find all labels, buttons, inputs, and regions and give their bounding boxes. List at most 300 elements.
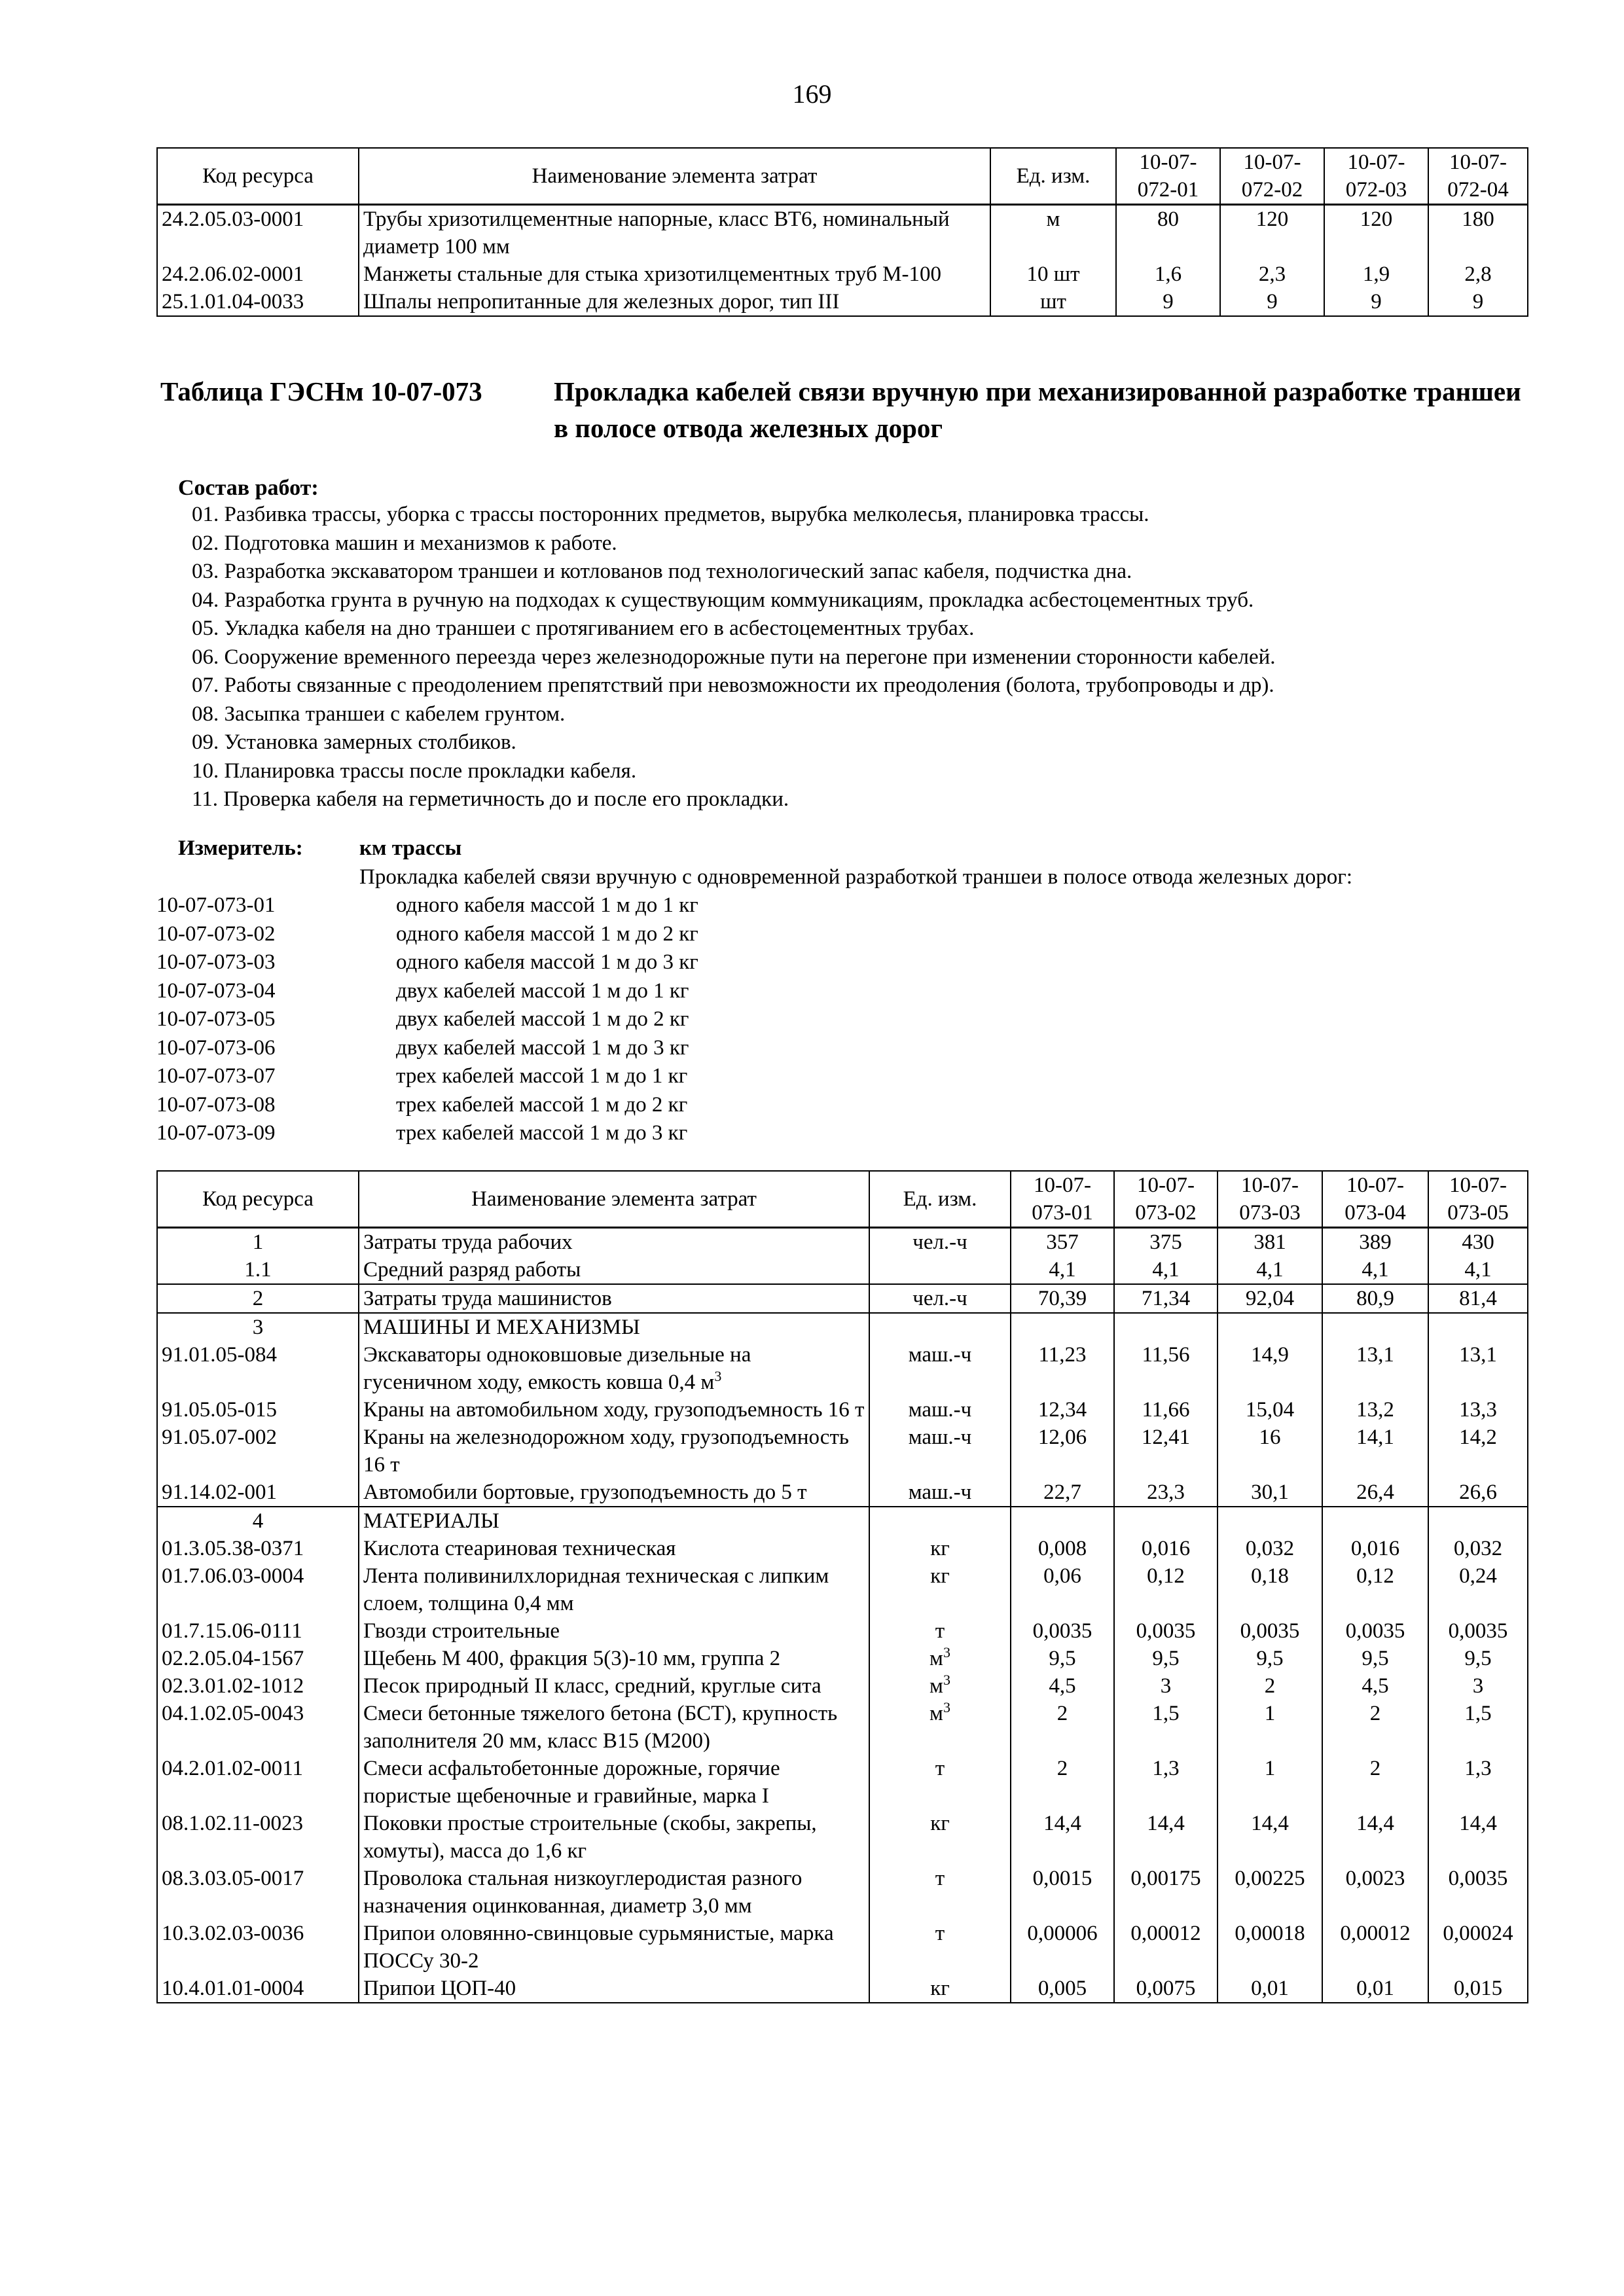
page-number: 169	[792, 79, 832, 109]
resource-value: 12,41	[1114, 1424, 1218, 1479]
unit-text: маш.-ч	[908, 1343, 972, 1367]
resource-code: 04.2.01.02-0011	[157, 1755, 359, 1810]
header-unit: Ед. изм.	[869, 1171, 1011, 1228]
resource-value: 0,00024	[1428, 1920, 1528, 1975]
work-item: 11. Проверка кабеля на герметичность до и после его прокладки.	[192, 787, 789, 811]
resource-value: 0,032	[1218, 1535, 1322, 1562]
resource-value: 14,9	[1218, 1341, 1322, 1396]
resource-value	[1011, 1313, 1114, 1341]
table-row	[157, 1920, 1528, 1975]
resource-value: 70,39	[1011, 1284, 1114, 1313]
header-col: 10-07- 072-04	[1428, 148, 1528, 205]
resource-value: 11,56	[1114, 1341, 1218, 1396]
resource-value: 0,0015	[1011, 1865, 1114, 1920]
resource-code: 91.05.07-002	[157, 1424, 359, 1479]
top-resource-table	[156, 147, 1528, 317]
measure-item-code: 10-07-073-06	[156, 1035, 276, 1060]
resource-name	[359, 1755, 869, 1810]
work-item: 09. Установка замерных столбиков.	[192, 730, 516, 754]
header-code: Код ресурса	[157, 1171, 359, 1228]
table-row	[157, 288, 1528, 316]
resource-unit	[869, 1479, 1011, 1507]
resource-value: 30,1	[1218, 1479, 1322, 1507]
resource-value: 26,6	[1428, 1479, 1528, 1507]
resource-value: 2	[1011, 1700, 1114, 1755]
resource-unit	[869, 1645, 1011, 1672]
header-name: Наименование элемента затрат	[359, 148, 990, 205]
resource-unit	[869, 1672, 1011, 1700]
resource-code: 24.2.05.03-0001	[157, 205, 359, 261]
resource-name-text: Лента поливинилхлоридная техническая с липким слоем, толщина 0,4 мм	[363, 1564, 829, 1615]
resource-code: 08.3.03.05-0017	[157, 1865, 359, 1920]
resource-name-text: Краны на железнодорожном ходу, грузоподъемность 16 т	[363, 1426, 849, 1477]
resource-value: 2	[1322, 1755, 1428, 1810]
resource-value: 0,00006	[1011, 1920, 1114, 1975]
table-row	[157, 1645, 1528, 1672]
resource-name-text: Затраты труда рабочих	[363, 1230, 573, 1254]
resource-code: 91.05.05-015	[157, 1396, 359, 1424]
measure-item-text: трех кабелей массой 1 м до 2 кг	[396, 1092, 688, 1117]
resource-value: 0,0035	[1218, 1617, 1322, 1645]
resource-value: 0,00175	[1114, 1865, 1218, 1920]
unit-text: маш.-ч	[908, 1480, 972, 1504]
resource-code: 04.1.02.05-0043	[157, 1700, 359, 1755]
resource-name-text: Смеси асфальтобетонные дорожные, горячие пористые щебеночные и гравийные, марка I	[363, 1757, 780, 1808]
resource-value: 9	[1428, 288, 1528, 316]
resource-value: 4,1	[1218, 1256, 1322, 1284]
resource-unit	[869, 1920, 1011, 1975]
unit-text: чел.-ч	[912, 1287, 967, 1310]
resource-value: 1,6	[1116, 260, 1220, 288]
resource-name-text: Краны на автомобильном ходу, грузоподъемность 16 т	[363, 1398, 865, 1422]
measure-item-code: 10-07-073-07	[156, 1064, 276, 1088]
resource-value: 4,1	[1322, 1256, 1428, 1284]
resource-name-text: Припои ЦОП-40	[363, 1977, 516, 2000]
work-composition-heading: Состав работ:	[178, 476, 319, 500]
resource-value: 3	[1114, 1672, 1218, 1700]
resource-value: 9	[1324, 288, 1428, 316]
resource-code: 91.01.05-084	[157, 1341, 359, 1396]
resource-name	[359, 288, 990, 316]
measure-item-code: 10-07-073-05	[156, 1007, 276, 1031]
resource-name	[359, 1975, 869, 2003]
resource-value: 0,00018	[1218, 1920, 1322, 1975]
table-row	[157, 1700, 1528, 1755]
resource-unit	[869, 1396, 1011, 1424]
resource-code: 1.1	[157, 1256, 359, 1284]
resource-unit	[869, 1755, 1011, 1810]
resource-value: 16	[1218, 1424, 1322, 1479]
measure-item-text: одного кабеля массой 1 м до 1 кг	[396, 893, 698, 917]
unit-text: кг	[930, 1977, 950, 2000]
resource-unit	[869, 1284, 1011, 1313]
resource-unit	[869, 1562, 1011, 1617]
table-row	[157, 1424, 1528, 1479]
measure-item	[156, 948, 1538, 977]
header-col: 10-07- 073-01	[1011, 1171, 1114, 1228]
resource-value	[1322, 1313, 1428, 1341]
resource-value: 22,7	[1011, 1479, 1114, 1507]
resource-name	[359, 1920, 869, 1975]
resource-value: 14,1	[1322, 1424, 1428, 1479]
resource-name-text: Поковки простые строительные (скобы, закрепы, хомуты), масса до 1,6 кг	[363, 1812, 817, 1863]
resource-value: 12,34	[1011, 1396, 1114, 1424]
resource-value: 0,00012	[1322, 1920, 1428, 1975]
resource-value: 0,12	[1114, 1562, 1218, 1617]
measure-item-text: двух кабелей массой 1 м до 3 кг	[396, 1035, 689, 1060]
resource-code: 10.4.01.01-0004	[157, 1975, 359, 2003]
resource-name-text: Экскаваторы одноковшовые дизельные на гусеничном ходу, емкость ковша 0,4 м	[363, 1343, 751, 1394]
resource-code: 01.3.05.38-0371	[157, 1535, 359, 1562]
resource-value: 0,01	[1218, 1975, 1322, 2003]
resource-value: 2	[1218, 1672, 1322, 1700]
resource-code: 2	[157, 1284, 359, 1313]
measure-item	[156, 891, 1538, 920]
resource-code: 02.2.05.04-1567	[157, 1645, 359, 1672]
resource-value: 9,5	[1428, 1645, 1528, 1672]
measure-item-text: одного кабеля массой 1 м до 3 кг	[396, 950, 698, 974]
unit-text: м	[929, 1647, 943, 1670]
resource-value: 0,0075	[1114, 1975, 1218, 2003]
unit-text: чел.-ч	[912, 1230, 967, 1254]
resource-value	[1428, 1313, 1528, 1341]
resource-code: 08.1.02.11-0023	[157, 1810, 359, 1865]
resource-value: 13,2	[1322, 1396, 1428, 1424]
resource-value: 0,12	[1322, 1562, 1428, 1617]
resource-value: 0,06	[1011, 1562, 1114, 1617]
resource-value: 0,0035	[1428, 1617, 1528, 1645]
resource-value: 26,4	[1322, 1479, 1428, 1507]
superscript: 3	[943, 1644, 950, 1660]
measure-unit: км трассы	[359, 836, 462, 860]
table-header	[157, 148, 1528, 205]
resource-code: 01.7.15.06-0111	[157, 1617, 359, 1645]
resource-unit	[869, 1535, 1011, 1562]
resource-value: 1	[1218, 1755, 1322, 1810]
measure-item-text: двух кабелей массой 1 м до 1 кг	[396, 978, 689, 1003]
resource-value: 9	[1220, 288, 1324, 316]
resource-name	[359, 1424, 869, 1479]
measure-item-code: 10-07-073-02	[156, 922, 276, 946]
resource-value: 357	[1011, 1228, 1114, 1257]
superscript: 3	[714, 1368, 722, 1384]
resource-value: 0,015	[1428, 1975, 1528, 2003]
table-row	[157, 1284, 1528, 1313]
resource-value: 11,23	[1011, 1341, 1114, 1396]
resource-unit	[869, 1424, 1011, 1479]
table-row	[157, 1228, 1528, 1257]
resource-name	[359, 1562, 869, 1617]
resource-name	[359, 1228, 869, 1257]
work-composition-list	[192, 501, 1573, 814]
resource-value: 1,3	[1114, 1755, 1218, 1810]
resource-value: 2	[1322, 1700, 1428, 1755]
resource-value: 13,3	[1428, 1396, 1528, 1424]
resource-value: 23,3	[1114, 1479, 1218, 1507]
resource-value: 4,5	[1011, 1672, 1114, 1700]
resource-value: 1,9	[1324, 260, 1428, 288]
work-item: 03. Разработка экскаватором траншеи и котлованов под технологический запас кабеля, подчистка дна.	[192, 560, 1132, 583]
resource-value: 1	[1218, 1700, 1322, 1755]
measure-item	[156, 1062, 1538, 1091]
resource-value: 9	[1116, 288, 1220, 316]
resource-name	[359, 1341, 869, 1396]
header-col: 10-07- 072-03	[1324, 148, 1428, 205]
resource-unit	[869, 1228, 1011, 1257]
main-resource-table	[156, 1170, 1528, 2003]
resource-name	[359, 1672, 869, 1700]
resource-unit	[869, 1700, 1011, 1755]
work-item: 02. Подготовка машин и механизмов к работе.	[192, 531, 617, 555]
resource-value: 14,4	[1322, 1810, 1428, 1865]
unit-text: м	[929, 1674, 943, 1698]
resource-value: 2	[1011, 1755, 1114, 1810]
resource-name-text: Песок природный II класс, средний, круглые сита	[363, 1674, 821, 1698]
resource-code: 24.2.06.02-0001	[157, 260, 359, 288]
resource-value: 0,0035	[1322, 1617, 1428, 1645]
resource-name	[359, 260, 990, 288]
resource-unit	[869, 1975, 1011, 2003]
resource-value	[1114, 1313, 1218, 1341]
resource-name	[359, 1865, 869, 1920]
resource-name-text: Шпалы непропитанные для железных дорог, тип III	[363, 290, 840, 314]
table-row	[157, 1479, 1528, 1507]
resource-value: 0,0035	[1114, 1617, 1218, 1645]
resource-name-text: Кислота стеариновая техническая	[363, 1537, 676, 1560]
measure-item	[156, 1091, 1538, 1120]
work-item: 06. Сооружение временного переезда через железнодорожные пути на перегоне при изменении сторонности кабелей.	[192, 645, 1276, 669]
resource-value: 4,1	[1011, 1256, 1114, 1284]
table-row	[157, 1313, 1528, 1341]
resource-value: 13,1	[1322, 1341, 1428, 1396]
resource-value: 81,4	[1428, 1284, 1528, 1313]
resource-name-text: МАШИНЫ И МЕХАНИЗМЫ	[363, 1316, 640, 1339]
resource-value: 2,3	[1220, 260, 1324, 288]
table-row	[157, 205, 1528, 261]
resource-value	[1114, 1507, 1218, 1535]
measure-item-text: одного кабеля массой 1 м до 2 кг	[396, 922, 698, 946]
resource-value: 1,3	[1428, 1755, 1528, 1810]
resource-value: 9,5	[1322, 1645, 1428, 1672]
resource-value	[1428, 1507, 1528, 1535]
resource-name	[359, 1313, 869, 1341]
unit-text: кг	[930, 1564, 950, 1588]
resource-name	[359, 1700, 869, 1755]
measure-section	[156, 834, 1538, 1148]
resource-unit	[869, 1256, 1011, 1284]
work-item: 10. Планировка трассы после прокладки кабеля.	[192, 759, 637, 783]
resource-value: 375	[1114, 1228, 1218, 1257]
resource-value: 381	[1218, 1228, 1322, 1257]
top-table-body	[157, 205, 1528, 317]
measure-item-text: трех кабелей массой 1 м до 1 кг	[396, 1064, 688, 1088]
header-col: 10-07- 072-01	[1116, 148, 1220, 205]
resource-value: 0,016	[1322, 1535, 1428, 1562]
resource-name	[359, 1535, 869, 1562]
table-row	[157, 1507, 1528, 1535]
unit-text: маш.-ч	[908, 1398, 972, 1422]
measure-item	[156, 1005, 1538, 1034]
resource-value: 92,04	[1218, 1284, 1322, 1313]
measure-item	[156, 977, 1538, 1006]
resource-name-text: Припои оловянно-свинцовые сурьмянистые, марка ПОССу 30-2	[363, 1922, 834, 1973]
unit-text: т	[935, 1619, 945, 1643]
resource-value	[1011, 1507, 1114, 1535]
resource-value: 0,0035	[1011, 1617, 1114, 1645]
resource-value: 0,18	[1218, 1562, 1322, 1617]
table-title-label: Таблица ГЭСНм 10-07-073	[160, 376, 482, 406]
table-row	[157, 1672, 1528, 1700]
resource-code: 02.3.01.02-1012	[157, 1672, 359, 1700]
header-col: 10-07- 073-02	[1114, 1171, 1218, 1228]
resource-code: 3	[157, 1313, 359, 1341]
header-col: 10-07- 072-02	[1220, 148, 1324, 205]
resource-name-text: Смеси бетонные тяжелого бетона (БСТ), крупность заполнителя 20 мм, класс В15 (М200)	[363, 1702, 838, 1753]
resource-value: 11,66	[1114, 1396, 1218, 1424]
header-col: 10-07- 073-03	[1218, 1171, 1322, 1228]
work-item: 05. Укладка кабеля на дно траншеи с протягиванием его в асбестоцементных трубах.	[192, 617, 975, 640]
resource-value: 14,4	[1114, 1810, 1218, 1865]
resource-value: 0,0035	[1428, 1865, 1528, 1920]
table-row	[157, 1865, 1528, 1920]
resource-unit	[869, 1507, 1011, 1535]
resource-value: 0,032	[1428, 1535, 1528, 1562]
resource-value: 13,1	[1428, 1341, 1528, 1396]
table-row	[157, 1341, 1528, 1396]
resource-name-text: МАТЕРИАЛЫ	[363, 1509, 499, 1533]
table-row	[157, 1810, 1528, 1865]
resource-name-text: Трубы хризотилцементные напорные, класс ВТ6, номинальный диаметр 100 мм	[363, 207, 950, 259]
unit-text: т	[935, 1922, 945, 1945]
resource-unit	[990, 205, 1116, 261]
resource-code: 01.7.06.03-0004	[157, 1562, 359, 1617]
table-row	[157, 1755, 1528, 1810]
header-col: 10-07- 073-04	[1322, 1171, 1428, 1228]
unit-text: 10 шт	[1026, 262, 1080, 286]
resource-value: 15,04	[1218, 1396, 1322, 1424]
resource-value: 14,2	[1428, 1424, 1528, 1479]
resource-value: 0,24	[1428, 1562, 1528, 1617]
resource-code: 10.3.02.03-0036	[157, 1920, 359, 1975]
resource-name	[359, 1479, 869, 1507]
unit-text: кг	[930, 1537, 950, 1560]
resource-unit	[869, 1341, 1011, 1396]
resource-value: 12,06	[1011, 1424, 1114, 1479]
resource-unit	[869, 1865, 1011, 1920]
resource-value: 4,5	[1322, 1672, 1428, 1700]
resource-name	[359, 1617, 869, 1645]
work-item: 04. Разработка грунта в ручную на подходах к существующим коммуникациям, прокладка асбестоцементных труб.	[192, 588, 1254, 612]
header-name: Наименование элемента затрат	[359, 1171, 869, 1228]
table-row	[157, 1256, 1528, 1284]
resource-name	[359, 1396, 869, 1424]
resource-value: 2,8	[1428, 260, 1528, 288]
table-title-text: Прокладка кабелей связи вручную при механизированной разработке траншеи в полосе отвода железных дорог	[554, 376, 1521, 443]
header-unit: Ед. изм.	[990, 148, 1116, 205]
resource-name	[359, 1810, 869, 1865]
unit-text: м	[929, 1702, 943, 1725]
resource-value: 14,4	[1428, 1810, 1528, 1865]
measure-item-code: 10-07-073-08	[156, 1092, 276, 1117]
resource-name-text: Автомобили бортовые, грузоподъемность до 5 т	[363, 1480, 807, 1504]
resource-name-text: Манжеты стальные для стыка хризотилцементных труб М-100	[363, 262, 941, 286]
unit-text: шт	[1040, 290, 1066, 314]
measure-item-text: трех кабелей массой 1 м до 3 кг	[396, 1121, 688, 1145]
resource-value	[1322, 1507, 1428, 1535]
header-col: 10-07- 073-05	[1428, 1171, 1528, 1228]
resource-name	[359, 1256, 869, 1284]
measure-label: Измеритель:	[178, 836, 303, 860]
resource-value: 430	[1428, 1228, 1528, 1257]
resource-value: 1,5	[1114, 1700, 1218, 1755]
resource-name	[359, 1645, 869, 1672]
measure-item	[156, 1034, 1538, 1063]
resource-value: 0,016	[1114, 1535, 1218, 1562]
superscript: 3	[943, 1699, 950, 1715]
measure-items	[156, 891, 1538, 1148]
resource-value: 9,5	[1011, 1645, 1114, 1672]
resource-unit	[869, 1810, 1011, 1865]
table-row	[157, 260, 1528, 288]
resource-value: 3	[1428, 1672, 1528, 1700]
resource-value: 4,1	[1428, 1256, 1528, 1284]
resource-value: 120	[1324, 205, 1428, 261]
resource-unit	[869, 1313, 1011, 1341]
unit-text: т	[935, 1867, 945, 1890]
table-row	[157, 1396, 1528, 1424]
resource-value: 80,9	[1322, 1284, 1428, 1313]
resource-value: 0,005	[1011, 1975, 1114, 2003]
resource-name-text: Гвозди строительные	[363, 1619, 560, 1643]
table-row	[157, 1562, 1528, 1617]
resource-unit	[990, 260, 1116, 288]
work-item: 07. Работы связанные с преодолением препятствий при невозможности их преодоления (болота, трубопроводы и др).	[192, 673, 1274, 697]
resource-code: 4	[157, 1507, 359, 1535]
resource-value: 9,5	[1114, 1645, 1218, 1672]
resource-code: 91.14.02-001	[157, 1479, 359, 1507]
resource-unit	[869, 1617, 1011, 1645]
resource-value: 14,4	[1011, 1810, 1114, 1865]
resource-value: 120	[1220, 205, 1324, 261]
resource-value: 180	[1428, 205, 1528, 261]
resource-value	[1218, 1313, 1322, 1341]
measure-item-code: 10-07-073-03	[156, 950, 276, 974]
resource-value: 0,008	[1011, 1535, 1114, 1562]
measure-item-code: 10-07-073-09	[156, 1121, 276, 1145]
resource-name	[359, 1507, 869, 1535]
header-code: Код ресурса	[157, 148, 359, 205]
superscript: 3	[943, 1672, 950, 1688]
table-row	[157, 1535, 1528, 1562]
work-item: 08. Засыпка траншеи с кабелем грунтом.	[192, 702, 566, 726]
resource-value: 0,00012	[1114, 1920, 1218, 1975]
resource-unit	[990, 288, 1116, 316]
resource-value: 9,5	[1218, 1645, 1322, 1672]
resource-value	[1218, 1507, 1322, 1535]
resource-value: 71,34	[1114, 1284, 1218, 1313]
unit-text: маш.-ч	[908, 1426, 972, 1449]
resource-value: 4,1	[1114, 1256, 1218, 1284]
resource-value: 0,0023	[1322, 1865, 1428, 1920]
resource-value: 14,4	[1218, 1810, 1322, 1865]
table-header	[157, 1171, 1528, 1228]
work-item: 01. Разбивка трассы, уборка с трассы посторонних предметов, вырубка мелколесья, планировка трассы.	[192, 503, 1149, 526]
resource-name-text: Средний разряд работы	[363, 1258, 581, 1282]
unit-text: кг	[930, 1812, 950, 1835]
measure-item	[156, 1119, 1538, 1148]
resource-value: 389	[1322, 1228, 1428, 1257]
resource-name-text: Щебень М 400, фракция 5(3)-10 мм, группа 2	[363, 1647, 781, 1670]
